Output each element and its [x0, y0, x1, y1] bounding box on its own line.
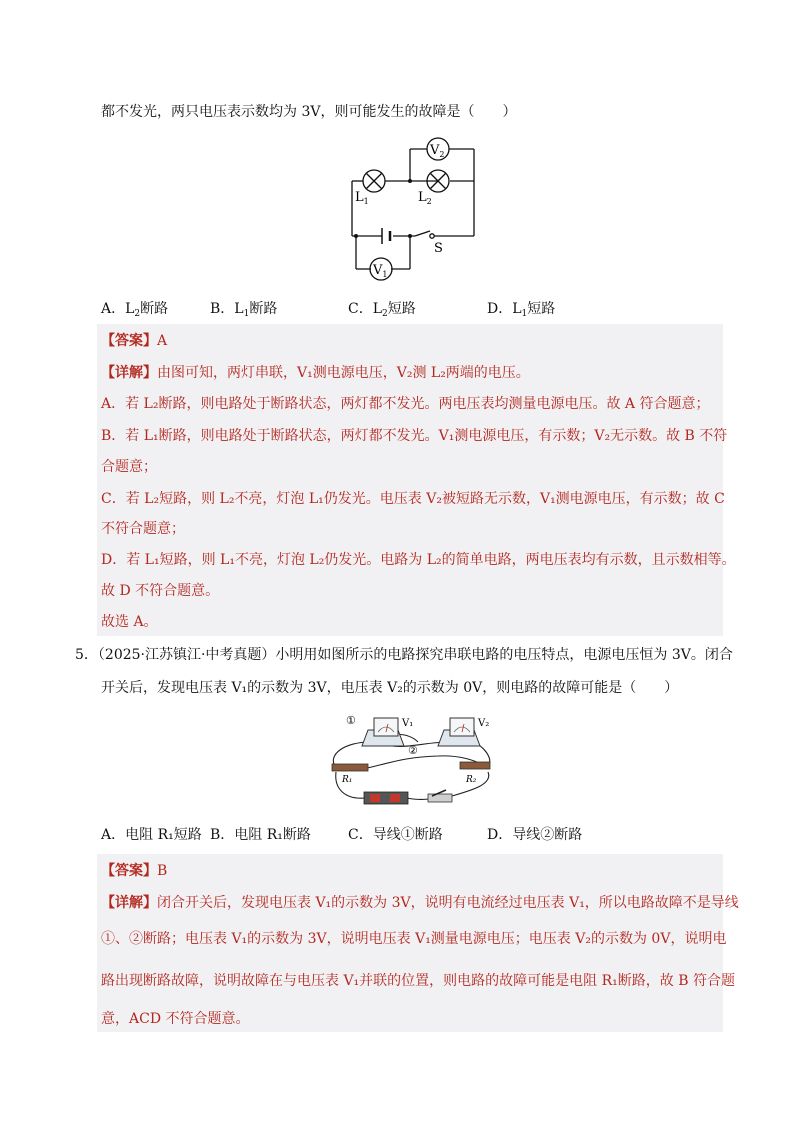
wire2-label: ② — [408, 744, 418, 757]
q4-option-a[interactable]: A．$L_2$断路 — [101, 301, 169, 319]
q5-option-b[interactable]: B．电阻 R₁断路 — [210, 827, 311, 843]
q5-options — [101, 825, 661, 845]
q4-detail-line: 故选 A。 — [101, 614, 158, 630]
q4-detail-line: 合题意； — [101, 459, 157, 475]
wire1-label: ① — [346, 714, 356, 727]
r2-label: R₂ — [466, 775, 477, 785]
q4-detail-line: D．若 L₁短路，则 L₁不亮，灯泡 L₂仍发光。电路为 L₂的简单电路，两电压表均有示数，且示数相等。 — [101, 552, 736, 568]
q5-detail-line: ①、②断路；电压表 V₁的示数为 3V，说明电压表 V₁测量电源电压；电压表 V₂的示数为 0V，说明电 — [101, 931, 727, 947]
q4-stem-tail: 都不发光，两只电压表示数均为 3V，则可能发生的故障是（ ） — [101, 104, 517, 120]
q5-detail-line: 【详解】闭合开关后，发现电压表 V₁的示数为 3V，说明有电流经过电压表 V₁，所以电路故障不是导线 — [101, 895, 739, 911]
q5-detail-line: 意，ACD 不符合题意。 — [101, 1011, 250, 1027]
q4-detail-line: 不符合题意； — [101, 521, 185, 537]
l1-label: $L_1$ — [355, 190, 369, 206]
v2-label: V₂ — [478, 718, 490, 729]
q5-apparatus-figure — [328, 712, 496, 806]
q4-options — [101, 299, 661, 319]
v2-label: $V_2$ — [430, 143, 445, 159]
q4-detail-line: 故 D 不符合题意。 — [101, 583, 220, 599]
switch-label: S — [434, 241, 443, 256]
q4-detail-line: B．若 L₁断路，则电路处于断路状态，两灯都不发光。V₁测电源电压，有示数；V₂无示数。故 B 不符 — [101, 428, 728, 444]
q4-detail-line: A．若 L₂断路，则电路处于断路状态，两灯都不发光。两电压表均测量电源电压。故 A 符合题意； — [101, 396, 710, 412]
q5-option-a[interactable]: A．电阻 R₁短路 — [101, 827, 202, 843]
q4-option-d[interactable]: D．$L_1$短路 — [487, 301, 556, 319]
q5-detail-line: 路出现断路故障，说明故障在与电压表 V₁并联的位置，则电路的故障可能是电阻 R₁断路，故 B 符合题 — [101, 973, 735, 989]
q4-option-c[interactable]: C．$L_2$短路 — [348, 301, 416, 319]
r1-label: R₁ — [342, 775, 353, 785]
q5-answer: 【答案】B — [101, 863, 168, 879]
q4-option-b[interactable]: B．$L_1$断路 — [210, 301, 278, 319]
v1-label: $V_1$ — [373, 263, 388, 279]
q4-detail-line: C．若 L₂短路，则 L₂不亮，灯泡 L₁仍发光。电压表 V₂被短路无示数，V₁测电源电压，有示数；故 C — [101, 491, 725, 507]
l2-label: $L_2$ — [418, 190, 432, 206]
q5-stem-line: 开关后，发现电压表 V₁的示数为 3V，电压表 V₂的示数为 0V，则电路的故障可能是（ ） — [101, 680, 679, 696]
q4-detail-line: 【详解】由图可知，两灯串联，V₁测电源电压，V₂测 L₂两端的电压。 — [101, 365, 530, 381]
q4-answer: 【答案】A — [101, 333, 168, 349]
q4-circuit-diagram — [330, 128, 490, 288]
q5-stem-line: 5．（2025·江苏镇江·中考真题）小明用如图所示的电路探究串联电路的电压特点，电源电压恒为 3V。闭合 — [75, 647, 733, 663]
q5-option-c[interactable]: C．导线①断路 — [348, 827, 443, 843]
v1-label: V₁ — [402, 718, 414, 729]
q5-option-d[interactable]: D．导线②断路 — [487, 827, 583, 843]
